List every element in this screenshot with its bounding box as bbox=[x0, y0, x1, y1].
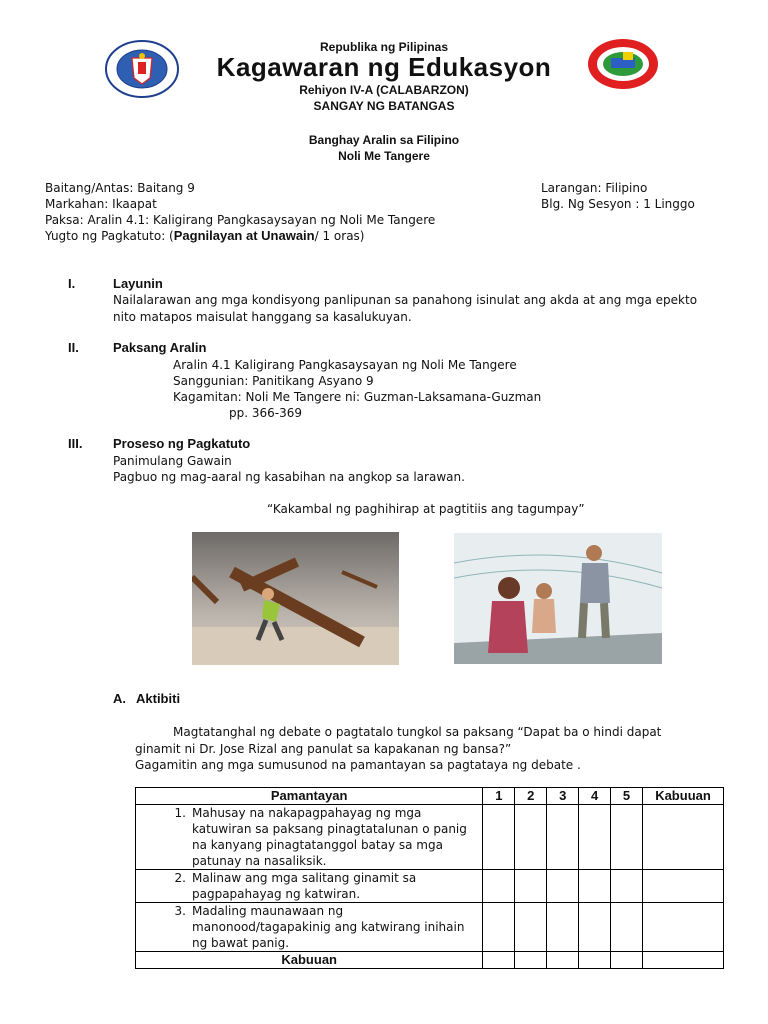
total-cell[interactable] bbox=[643, 952, 724, 969]
score-cell[interactable] bbox=[515, 903, 547, 952]
cross-bearer-image bbox=[192, 532, 399, 665]
criterion-line: patunay na nasaliksik. bbox=[192, 854, 327, 868]
header-score-5: 5 bbox=[611, 788, 643, 805]
layunin-line2: nito matapos maisulat hanggang sa kasalukuyan. bbox=[113, 310, 412, 324]
table-row bbox=[136, 805, 724, 870]
instruction-text: Pagbuo ng mag-aaral ng kasabihan na angkop sa larawan. bbox=[113, 470, 465, 484]
criterion-cell bbox=[136, 903, 483, 952]
footer-kabuuan: Kabuuan bbox=[136, 952, 483, 969]
plan-title-line2: Noli Me Tangere bbox=[338, 149, 430, 163]
layunin-line1: Nailalarawan ang mga kondisyong panlipunan sa panahong isinulat ang akda at ang mga epekto bbox=[113, 293, 698, 307]
criterion-cell bbox=[136, 870, 483, 903]
criterion-line: Malinaw ang mga salitang ginamit sa bbox=[192, 871, 417, 885]
table-footer-row bbox=[136, 952, 724, 969]
header-score-3: 3 bbox=[547, 788, 579, 805]
yugto-bold: Pagnilayan at Unawain bbox=[173, 228, 315, 243]
aktibiti-paragraph2: Gagamitin ang mga sumusunod na pamantayan sa pagtataya ng debate . bbox=[135, 758, 581, 772]
header-score-4: 4 bbox=[579, 788, 611, 805]
table-row bbox=[136, 903, 724, 952]
plan-title-line1: Banghay Aralin sa Filipino bbox=[308, 133, 460, 147]
department-title: Kagawaran ng Edukasyon bbox=[216, 52, 552, 82]
paksang-pages: pp. 366-369 bbox=[229, 406, 303, 420]
score-cell[interactable] bbox=[547, 870, 579, 903]
score-cell[interactable] bbox=[611, 903, 643, 952]
section-three-title: Proseso ng Pagkatuto bbox=[113, 436, 251, 451]
total-cell[interactable] bbox=[643, 805, 724, 870]
aktibiti-paragraph-line2: ginamit ni Dr. Jose Rizal ang panulat sa kapakanan ng bansa?” bbox=[135, 742, 512, 756]
score-cell[interactable] bbox=[547, 903, 579, 952]
criterion-line: pagpapahayag ng katwiran. bbox=[192, 887, 361, 901]
total-cell[interactable] bbox=[643, 870, 724, 903]
info-paksa: Paksa: Aralin 4.1: Kaligirang Pangkasaysayan ng Noli Me Tangere bbox=[45, 213, 436, 227]
rubric-table bbox=[135, 787, 724, 969]
header-pamantayan: Pamantayan bbox=[136, 788, 483, 805]
aktibiti-title: Aktibiti bbox=[136, 691, 181, 706]
score-cell[interactable] bbox=[579, 805, 611, 870]
score-cell[interactable] bbox=[611, 805, 643, 870]
score-cell[interactable] bbox=[515, 952, 547, 969]
aktibiti-paragraph-line1: Magtatanghal ng debate o pagtatalo tungkol sa paksang “Dapat ba o hindi dapat bbox=[173, 725, 662, 739]
score-cell[interactable] bbox=[483, 870, 515, 903]
section-three-number: III. bbox=[68, 436, 83, 451]
score-cell[interactable] bbox=[611, 870, 643, 903]
header-score-2: 2 bbox=[515, 788, 547, 805]
score-cell[interactable] bbox=[483, 805, 515, 870]
info-baitang: Baitang/Antas: Baitang 9 bbox=[45, 181, 195, 195]
score-cell[interactable] bbox=[579, 952, 611, 969]
score-cell[interactable] bbox=[483, 952, 515, 969]
table-header-row bbox=[136, 788, 724, 805]
paksang-aralin: Aralin 4.1 Kaligirang Pangkasaysayan ng Noli Me Tangere bbox=[173, 358, 517, 372]
criterion-line: Mahusay na nakapagpahayag ng mga bbox=[192, 806, 422, 820]
header-kabuuan: Kabuuan bbox=[643, 788, 724, 805]
section-one-number: I. bbox=[68, 276, 76, 291]
score-cell[interactable] bbox=[515, 805, 547, 870]
score-cell[interactable] bbox=[547, 805, 579, 870]
info-markahan: Markahan: Ikaapat bbox=[45, 197, 157, 211]
score-cell[interactable] bbox=[611, 952, 643, 969]
celebration-image bbox=[454, 533, 662, 664]
criterion-cell bbox=[136, 805, 483, 870]
score-cell[interactable] bbox=[483, 903, 515, 952]
total-cell[interactable] bbox=[643, 903, 724, 952]
score-cell[interactable] bbox=[515, 870, 547, 903]
paksang-sanggunian: Sanggunian: Panitikang Asyano 9 bbox=[173, 374, 374, 388]
score-cell[interactable] bbox=[579, 903, 611, 952]
criterion-line: katuwiran sa paksang pinagtatalunan o panig bbox=[192, 822, 467, 836]
info-yugto bbox=[45, 228, 364, 244]
quote-text: “Kakambal ng paghihirap at pagtitiis ang tagumpay” bbox=[267, 502, 585, 516]
info-larangan: Larangan: Filipino bbox=[541, 181, 648, 195]
score-cell[interactable] bbox=[547, 952, 579, 969]
division-text: SANGAY NG BATANGAS bbox=[313, 99, 455, 113]
info-sesyon: Blg. Ng Sesyon : 1 Linggo bbox=[541, 197, 695, 211]
table-row bbox=[136, 870, 724, 903]
score-cell[interactable] bbox=[579, 870, 611, 903]
criterion-line: ng bawat panig. bbox=[192, 936, 290, 950]
republic-text: Republika ng Pilipinas bbox=[319, 40, 449, 54]
criterion-number: 1. bbox=[174, 806, 186, 820]
criterion-line: manonood/tagapakinig ang katwirang inihain bbox=[192, 920, 465, 934]
yugto-suffix: / 1 oras) bbox=[314, 229, 365, 243]
section-two-title: Paksang Aralin bbox=[113, 340, 207, 355]
region-text: Rehiyon IV-A (CALABARZON) bbox=[299, 83, 469, 97]
paksang-kagamitan: Kagamitan: Noli Me Tangere ni: Guzman-Laksamana-Guzman bbox=[173, 390, 542, 404]
yugto-prefix: Yugto ng Pagkatuto: ( bbox=[45, 229, 174, 243]
section-one-title: Layunin bbox=[113, 276, 163, 291]
header-score-1: 1 bbox=[483, 788, 515, 805]
criterion-line: na kanyang pinagtatanggol batay sa mga bbox=[192, 838, 443, 852]
criterion-number: 2. bbox=[174, 871, 186, 885]
aktibiti-letter: A. bbox=[113, 691, 126, 706]
criterion-line: Madaling maunawaan ng bbox=[192, 904, 344, 918]
panimulang-gawain: Panimulang Gawain bbox=[113, 454, 232, 468]
criterion-number: 3. bbox=[174, 904, 186, 918]
section-two-number: II. bbox=[68, 340, 79, 355]
